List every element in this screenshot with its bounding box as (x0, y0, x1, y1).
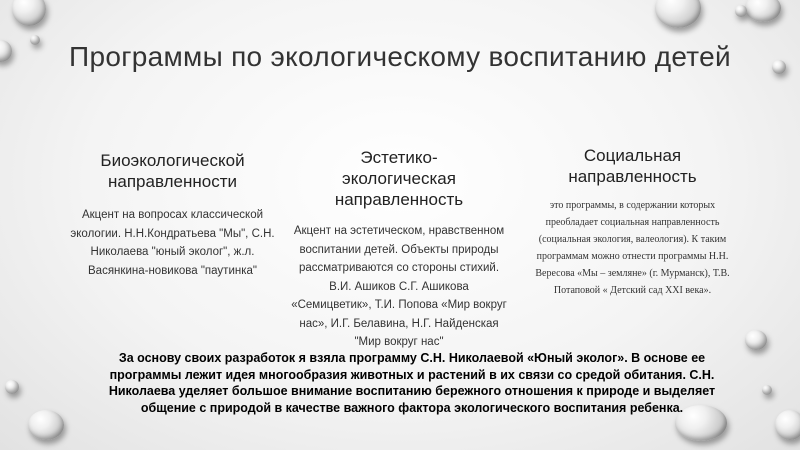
column-text: Акцент на эстетическом, нравственном воспитании детей. Объекты природы рассматриваются со стороны стихий. В.И. Ашиков С.Г. Ашикова «Семицветик», Т.И. Попова «Мир вокруг нас», И.Г. Белавина, Н.Г. Найденская "Мир вокруг нас" (291, 225, 507, 348)
water-drop-decoration (745, 0, 781, 22)
water-drop-decoration (655, 0, 701, 28)
column-aesthetic (290, 147, 508, 352)
page-title: Программы по экологическому воспитанию детей (69, 41, 731, 72)
water-drop-decoration (745, 330, 767, 350)
water-drop-decoration (28, 410, 64, 440)
water-drop-decoration (12, 0, 46, 26)
column-bioecological (70, 150, 275, 280)
water-drop-decoration (775, 410, 800, 440)
water-drop-decoration (772, 60, 786, 74)
column-text: это программы, в содержании которых преобладает социальная направленность (социальная экология, валеология). К таким программам можно отнести программы Н.Н. Вересова «Мы – земляне» (г. Мурманск), Т.В. Потаповой « Детский сад XXI века». (535, 200, 730, 296)
column-heading: Биоэкологической направленности (100, 151, 245, 191)
column-heading: Эстетико-экологическая направленность (334, 148, 464, 209)
column-social (535, 145, 730, 299)
water-drop-decoration (735, 5, 747, 17)
water-drop-decoration (5, 380, 19, 394)
summary-paragraph: За основу своих разработок я взяла программу С.Н. Николаевой «Юный эколог». В основе ее программы лежит идея многообразия животных и растений в их связи со средой обитания. С.Н. Николаева уделяет большое внимание воспитанию бережного отношения к природе и выделяет общение с природой в качестве важного фактора экологического воспитания ребенка. (108, 351, 716, 415)
water-drop-decoration (0, 40, 12, 62)
column-text: Акцент на вопросах классической экологии. Н.Н.Кондратьева "Мы", С.Н. Николаева "юный эколог", ж.л. Васянкина-новикова "паутинка" (70, 209, 275, 277)
column-heading: Социальная направленность (568, 146, 697, 186)
water-drop-decoration (762, 385, 772, 395)
water-drop-decoration (30, 35, 40, 45)
